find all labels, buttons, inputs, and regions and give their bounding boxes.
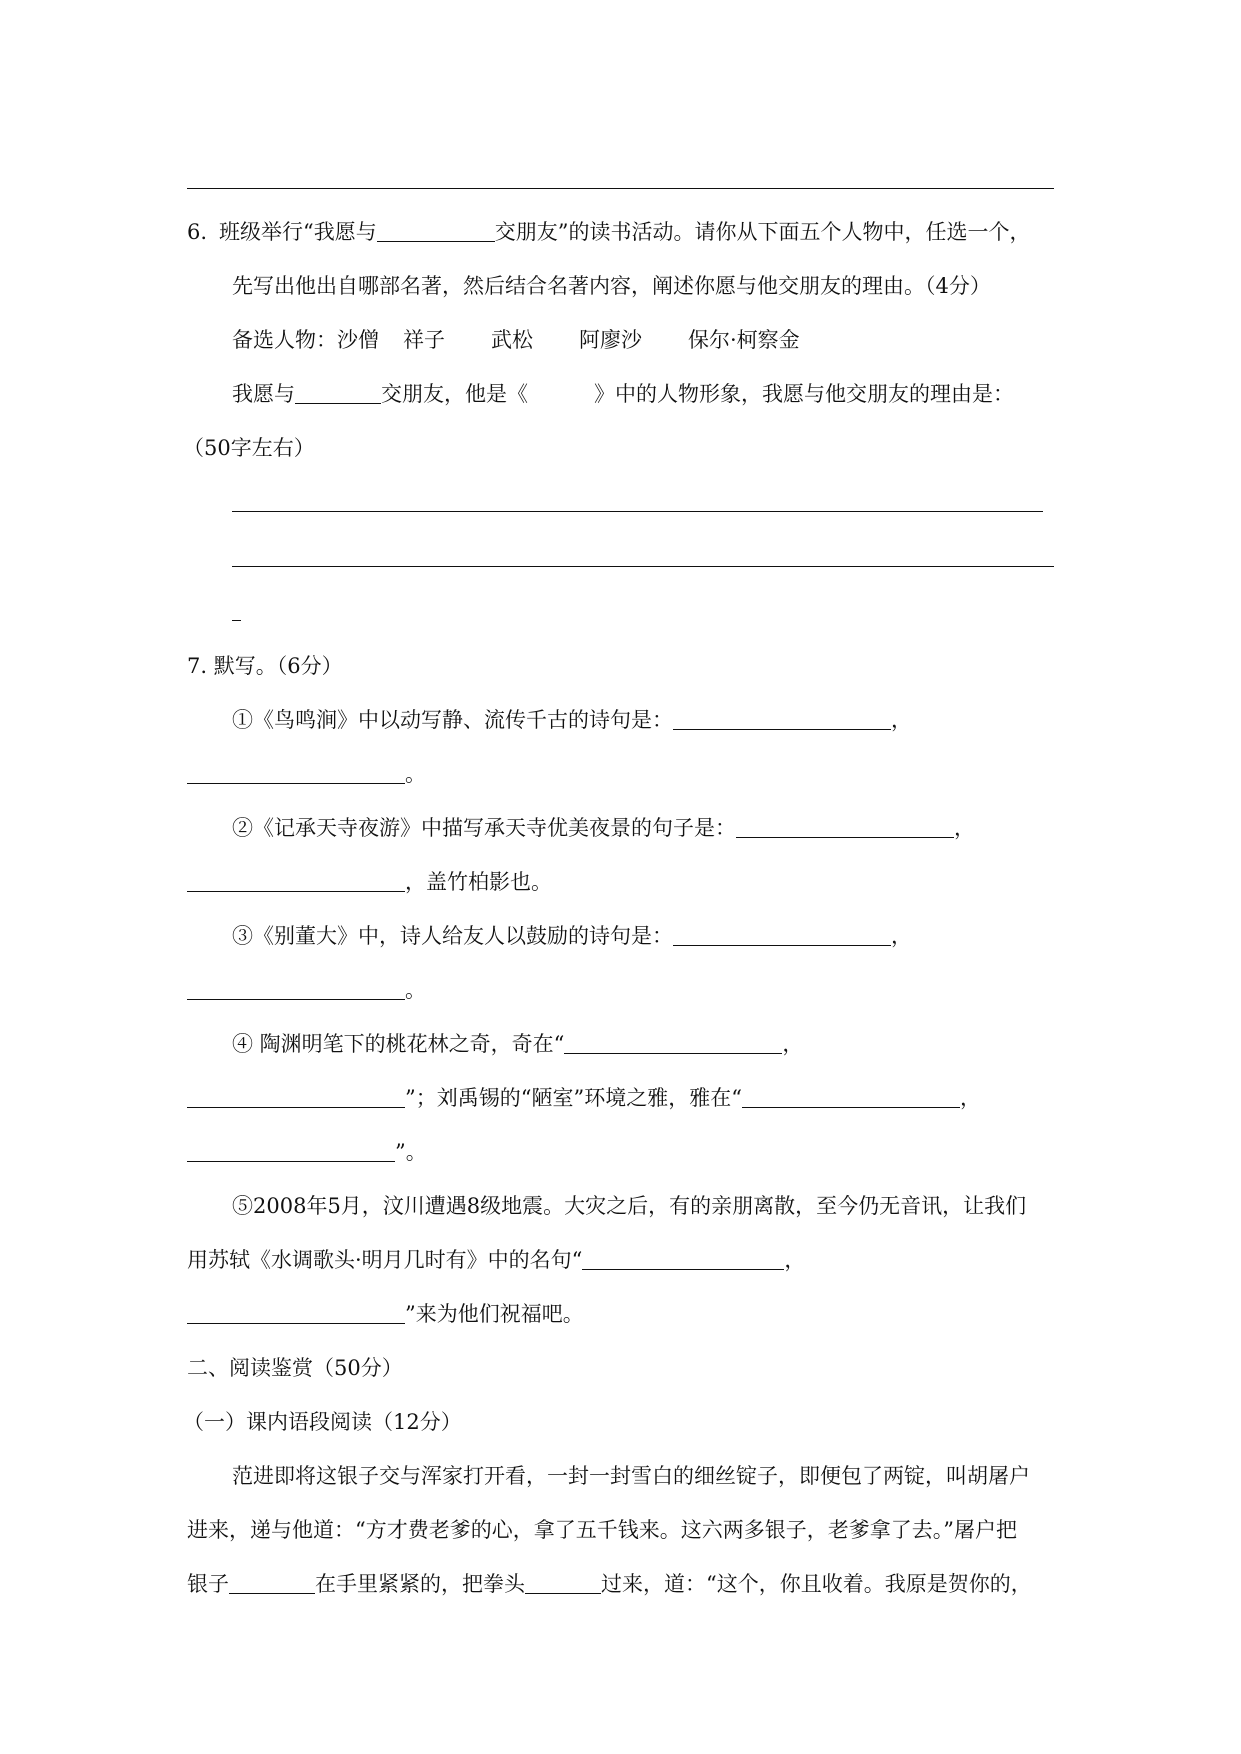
q6-word-limit: （50字左右） xyxy=(183,436,315,460)
q6-number: 6. xyxy=(187,220,208,244)
candidate-wusong: 武松 xyxy=(491,328,533,352)
q7-blank-2a[interactable] xyxy=(736,815,954,838)
q7-blank-4b[interactable] xyxy=(187,1085,405,1108)
passage-blank-1[interactable] xyxy=(229,1571,315,1594)
q7-blank-1b[interactable] xyxy=(187,761,405,784)
q6-blank-name[interactable] xyxy=(377,219,495,242)
section2-title: 二、阅读鉴赏（50分） xyxy=(187,1356,403,1380)
q7-blank-5b[interactable] xyxy=(187,1301,405,1324)
q7-blank-3a[interactable] xyxy=(673,923,891,946)
q6-answer-line: 我愿与 交朋友，他是《 》中的人物形象，我愿与他交朋友的理由是： xyxy=(232,382,1014,406)
q6-answer-rule-2[interactable] xyxy=(232,566,1054,567)
candidate-baoer: 保尔·柯察金 xyxy=(688,328,800,352)
candidate-aliaosha: 阿廖沙 xyxy=(579,328,642,352)
q6-answer-rule-3[interactable] xyxy=(232,620,241,621)
q6-candidates: 备选人物：沙僧 祥子 武松 阿廖沙 保尔·柯察金 xyxy=(232,328,800,352)
passage-blank-2[interactable] xyxy=(525,1571,601,1594)
q7-blank-4c[interactable] xyxy=(742,1085,960,1108)
q7-item4: ④ 陶渊明笔下的桃花林之奇，奇在“ ， xyxy=(232,1032,804,1056)
q7-item1-cont: 。 xyxy=(187,760,426,788)
q7-blank-4d[interactable] xyxy=(187,1139,395,1162)
q7-item3-cont: 。 xyxy=(187,976,426,1004)
q7-item5: ⑤2008年5月，汶川遭遇8级地震。大灾之后，有的亲朋离散，至今仍无音讯，让我们 xyxy=(232,1194,1027,1218)
q7-blank-1a[interactable] xyxy=(673,707,891,730)
passage-line-3: 银子 在手里紧紧的，把拳头 过来，道：“这个，你且收着。我原是贺你的， xyxy=(187,1572,1032,1596)
q6-line1: 6. 班级举行“我愿与 交朋友”的读书活动。请你从下面五个人物中，任选一个， xyxy=(187,220,1031,244)
q7-item1: ①《鸟鸣涧》中以动写静、流传千古的诗句是： ， xyxy=(232,708,912,732)
q6-blank-friend[interactable] xyxy=(295,381,381,404)
q7-blank-5a[interactable] xyxy=(582,1247,784,1270)
candidate-xiangzi: 祥子 xyxy=(403,328,445,352)
q7-item2: ②《记承天寺夜游》中描写承天寺优美夜景的句子是： ， xyxy=(232,816,975,840)
q7-item3: ③《别董大》中，诗人给友人以鼓励的诗句是： ， xyxy=(232,924,912,948)
passage-line-1: 范进即将这银子交与浑家打开看，一封一封雪白的细丝锭子，即便包了两锭，叫胡屠户 xyxy=(232,1464,1030,1488)
q7-blank-4a[interactable] xyxy=(564,1031,782,1054)
q6-answer-rule-1[interactable] xyxy=(232,511,1043,512)
q6-line2: 先写出他出自哪部名著，然后结合名著内容，阐述你愿与他交朋友的理由。（4分） xyxy=(232,274,991,298)
q7-item4-cont2: ”。 xyxy=(187,1138,427,1166)
q7-item4-cont: ”；刘禹锡的“陋室”环境之雅，雅在“ ， xyxy=(187,1084,981,1112)
q7-item5-cont: 用苏轼《水调歌头·明月几时有》中的名句“ ， xyxy=(187,1248,806,1272)
q7-item2-cont: ，盖竹柏影也。 xyxy=(187,868,552,896)
passage-line-2: 进来，递与他道：“方才费老爹的心，拿了五千钱来。这六两多银子，老爹拿了去。”屠户把 xyxy=(187,1518,1017,1542)
q7-item5-cont2: ”来为他们祝福吧。 xyxy=(187,1300,584,1328)
section2-sub-title: （一）课内语段阅读（12分） xyxy=(183,1410,462,1434)
top-rule xyxy=(187,188,1054,189)
q7-title: 7. 默写。（6分） xyxy=(187,654,343,678)
q7-blank-2b[interactable] xyxy=(187,869,405,892)
q7-blank-3b[interactable] xyxy=(187,977,405,1000)
